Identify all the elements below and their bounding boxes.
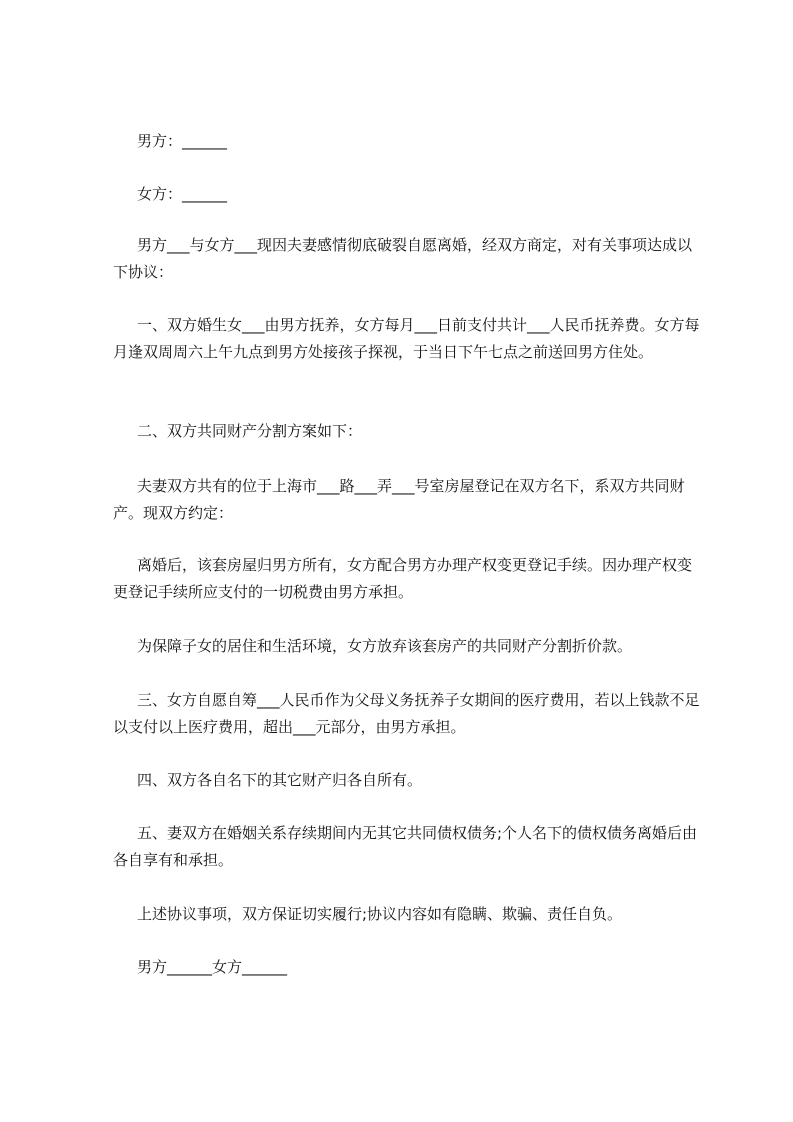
female-party-line: 女方：______	[137, 185, 228, 203]
clause-2-house-ownership: 离婚后，该套房屋归男方所有，女方配合男方办理产权变更登记手续。因办理产权变更登记手续所应支付的一切税费由男方承担。	[113, 556, 693, 601]
clause-2-property-description: 夫妻双方共有的位于上海市___路___弄___号室房屋登记在双方名下，系双方共同财产。现双方约定：	[113, 477, 685, 522]
clause-1-child-custody: 一、双方婚生女___由男方抚养，女方每月___日前支付共计___人民币抚养费。女方每月逢双周周六上午九点到男方处接孩子探视，于当日下午七点之前送回男方住处。	[113, 316, 700, 361]
closing-statement: 上述协议事项，双方保证切实履行;协议内容如有隐瞒、欺骗、责任自负。	[137, 905, 623, 923]
agreement-intro: 男方___与女方___现因夫妻感情彻底破裂自愿离婚，经双方商定，对有关事项达成以下协议：	[113, 236, 693, 281]
signature-line: 男方______女方______	[137, 958, 288, 976]
clause-3-medical-expenses: 三、女方自愿自筹___人民币作为父母义务抚养子女期间的医疗费用，若以上钱款不足以支付以上医疗费用，超出___元部分，由男方承担。	[113, 691, 700, 736]
male-party-line: 男方：______	[137, 132, 228, 150]
clause-2-waiver: 为保障子女的居住和生活环境，女方放弃该套房产的共同财产分割折价款。	[137, 637, 633, 655]
clause-4-personal-property: 四、双方各自名下的其它财产归各自所有。	[137, 771, 423, 789]
clause-2-heading: 二、双方共同财产分割方案如下：	[137, 422, 363, 440]
clause-5-debts: 五、妻双方在婚姻关系存续期间内无其它共同债权债务;个人名下的债权债务离婚后由各自享有和承担。	[113, 824, 698, 869]
